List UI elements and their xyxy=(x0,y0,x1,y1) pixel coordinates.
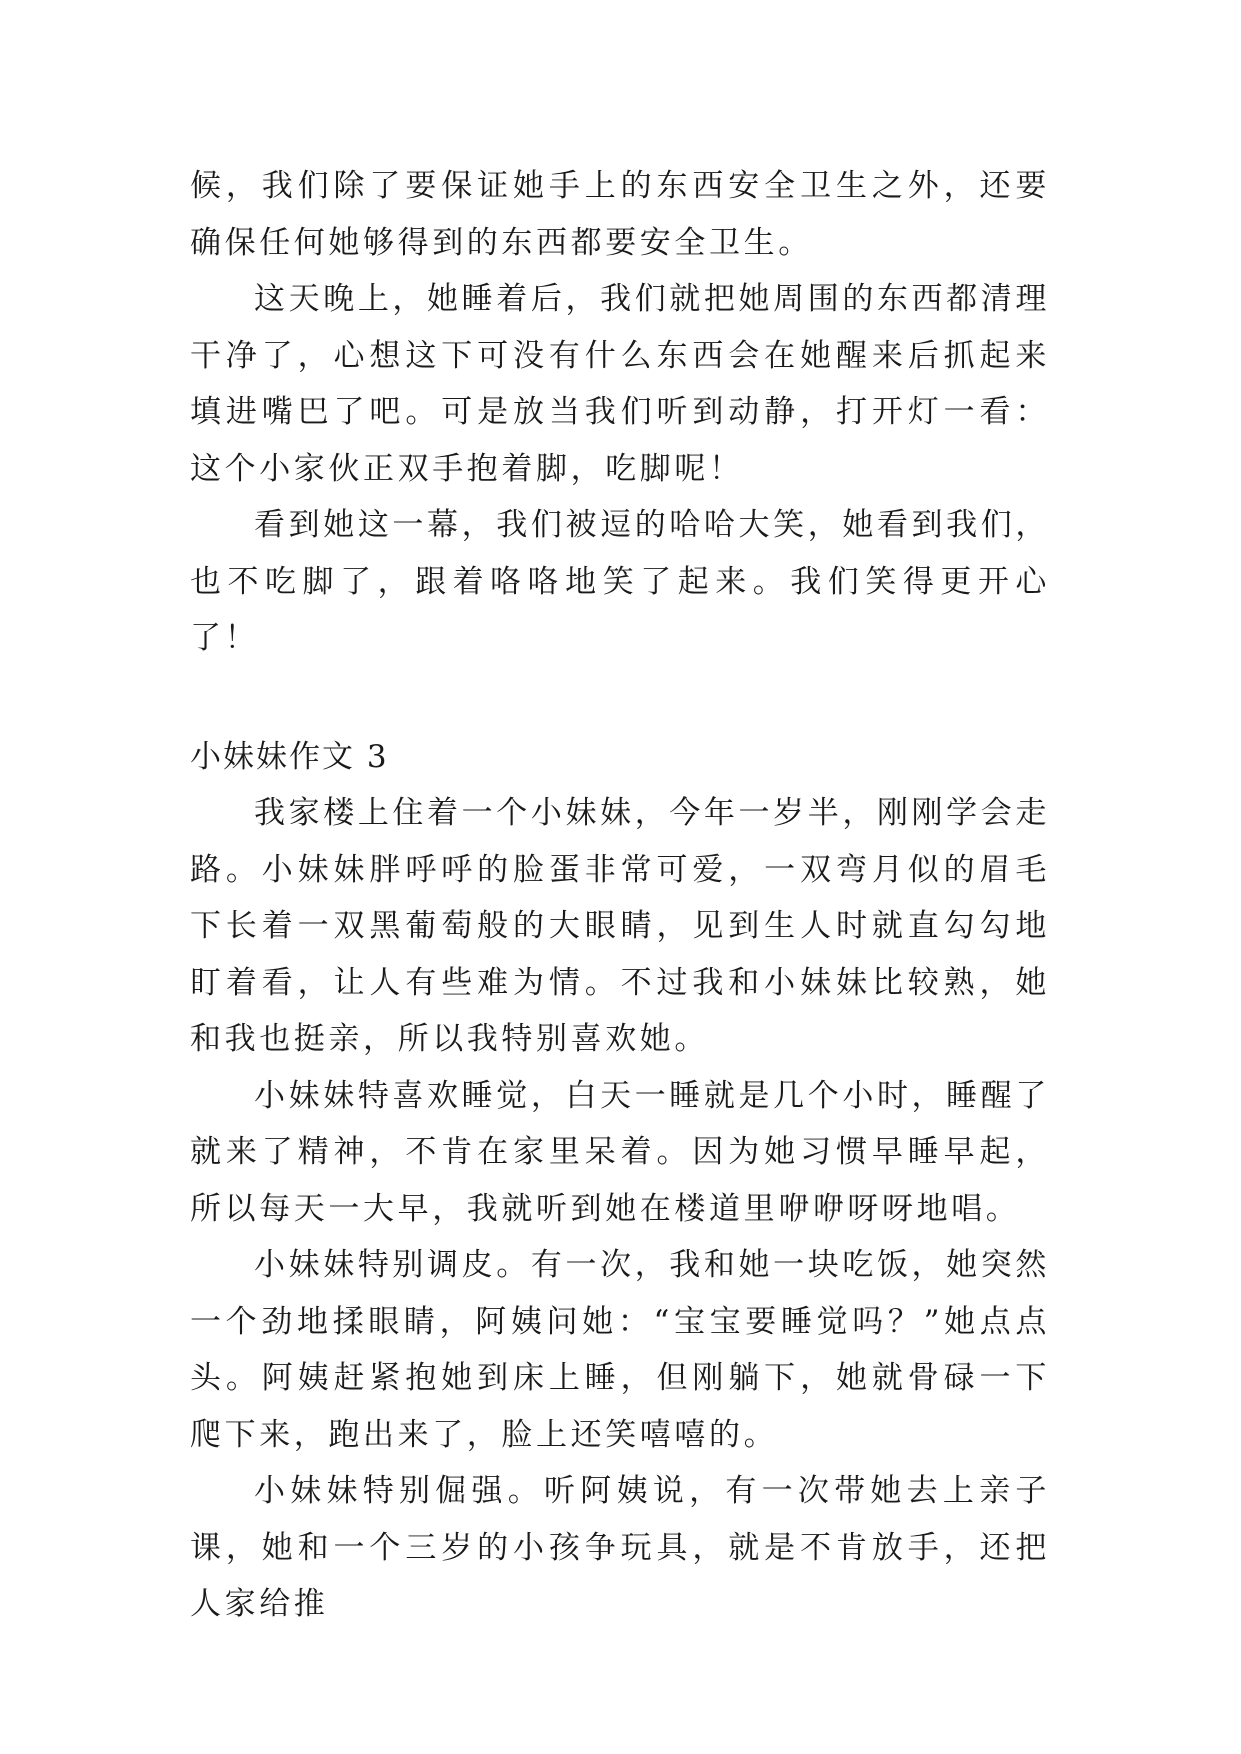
continued-paragraph: 候，我们除了要保证她手上的东西安全卫生之外，还要确保任何她够得到的东西都要安全卫生。 xyxy=(190,168,1050,261)
paragraph: 小妹妹特别调皮。有一次，我和她一块吃饭，她突然一个劲地揉眼睛，阿姨问她：“宝宝要睡觉吗？”她点点头。阿姨赶紧抱她到床上睡，但刚躺下，她就骨碌一下爬下来，跑出来了，脸上还笑嘻嘻的。 xyxy=(190,1247,1050,1453)
document-page xyxy=(190,158,1050,1633)
section-spacer xyxy=(190,667,1050,729)
paragraph: 小妹妹特别倔强。听阿姨说，有一次带她去上亲子课，她和一个三岁的小孩争玩具，就是不肯放手，还把人家给推 xyxy=(190,1473,1050,1622)
paragraph: 这天晚上，她睡着后，我们就把她周围的东西都清理干净了，心想这下可没有什么东西会在她醒来后抓起来填进嘴巴了吧。可是放当我们听到动静，打开灯一看：这个小家伙正双手抱着脚，吃脚呢！ xyxy=(190,281,1050,487)
paragraph: 小妹妹特喜欢睡觉，白天一睡就是几个小时，睡醒了就来了精神，不肯在家里呆着。因为她习惯早睡早起，所以每天一大早，我就听到她在楼道里咿咿呀呀地唱。 xyxy=(190,1077,1050,1227)
paragraph: 看到她这一幕，我们被逗的哈哈大笑，她看到我们，也不吃脚了，跟着咯咯地笑了起来。我们笑得更开心了！ xyxy=(190,507,1050,656)
paragraph: 我家楼上住着一个小妹妹，今年一岁半，刚刚学会走路。小妹妹胖呼呼的脸蛋非常可爱，一双弯月似的眉毛下长着一双黑葡萄般的大眼睛，见到生人时就直勾勾地盯着看，让人有些难为情。不过我和小妹妹比较熟，她和我也挺亲，所以我特别喜欢她。 xyxy=(190,795,1050,1057)
section-title: 小妹妹作文 3 xyxy=(190,738,389,775)
